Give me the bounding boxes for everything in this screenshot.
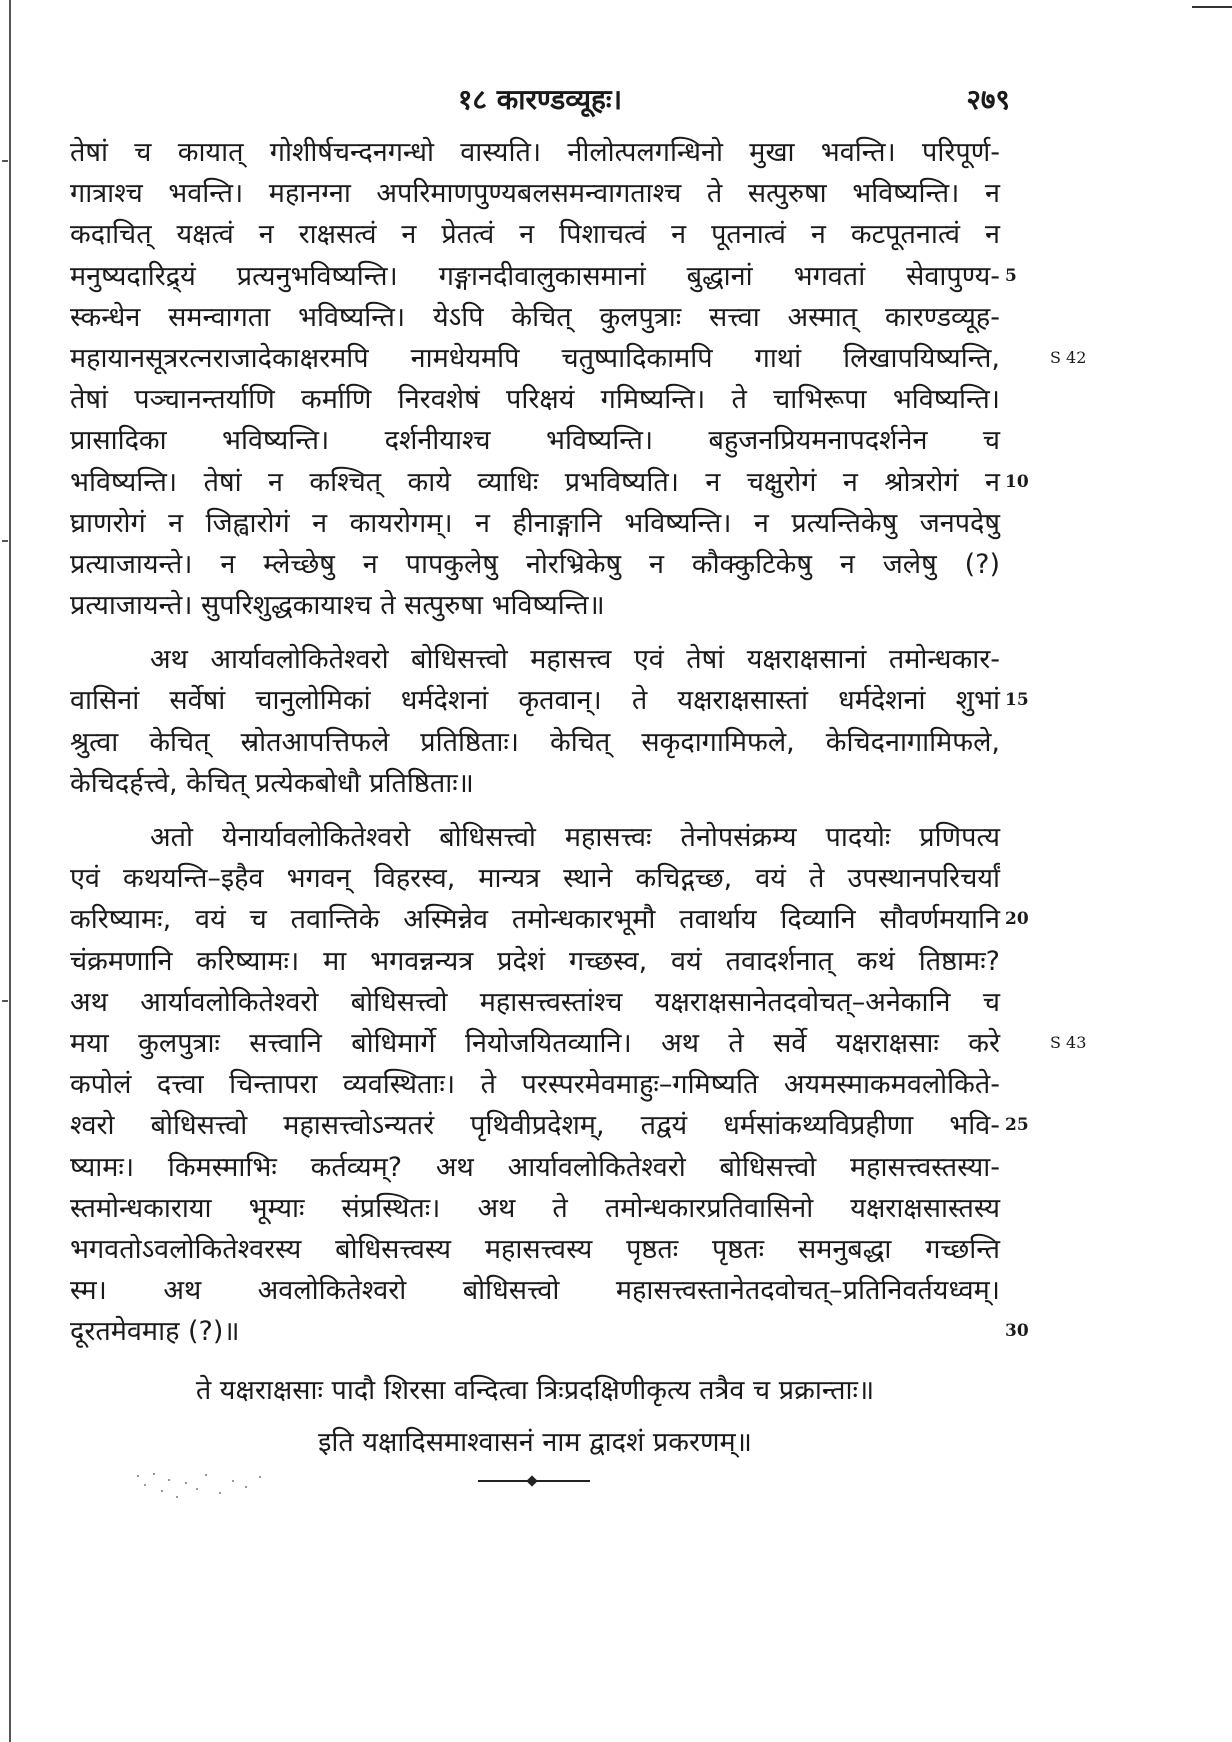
speck xyxy=(144,1484,146,1486)
line-text: भगवतोऽवलोकितेश्वरस्य बोधिसत्त्वस्य महासत्त्वस्य पृष्ठतः पृष्ठतः समनुबद्धा गच्छन्ति xyxy=(70,1233,1000,1265)
line-text: एवं कथयन्ति–इहैव भगवन् विहरस्व, मान्यत्र स्थाने कचिद्गच्छ, वयं ते उपस्थानपरिचर्यां xyxy=(70,863,1000,895)
speck xyxy=(219,1492,221,1494)
line-text: चंक्रमणानि करिष्यामः। मा भगवन्नन्यत्र प्रदेशं गच्छस्व, वयं तवादर्शनात् कथं तिष्ठामः? xyxy=(70,945,1000,977)
speck xyxy=(161,1490,163,1492)
edge-tick xyxy=(2,540,8,542)
speck xyxy=(168,1479,170,1481)
text-line xyxy=(70,462,1029,503)
corner-mark xyxy=(1192,0,1232,8)
paragraph-gap xyxy=(70,804,1000,817)
text-line xyxy=(70,1270,1000,1311)
line-text: गात्राश्च भवन्ति। महानग्ना अपरिमाणपुण्यबलसमन्वागताश्च ते सत्पुरुषा भविष्यन्ति। न xyxy=(70,178,1000,210)
chapter-colophon: इति यक्षादिसमाश्वासनं नाम द्वादशं प्रकरणम्॥ xyxy=(318,1427,752,1458)
text-line xyxy=(70,899,1029,940)
text-line xyxy=(70,420,1000,461)
line-text: प्रत्याजायन्ते। न म्लेच्छेषु न पापकुलेषु नोरभ्रिकेषु न कौक्कुटिकेषु न जलेषु (?) xyxy=(70,548,1000,580)
speck xyxy=(259,1476,261,1478)
speck xyxy=(176,1496,178,1498)
line-number: 25 xyxy=(1005,1115,1029,1136)
line-text: कदाचित् यक्षत्वं न राक्षसत्वं न प्रेतत्वं न पिशाचत्वं न पूतनात्वं न कटपूतनात्वं न xyxy=(70,219,1000,251)
line-text: महायानसूत्ररत्नराजादेकाक्षरमपि नामधेयमपि चतुष्पादिकामपि गाथां लिखापयिष्यन्ति, xyxy=(70,342,1000,374)
speck xyxy=(137,1475,139,1477)
text-line xyxy=(70,941,1000,982)
text-line xyxy=(70,297,1000,338)
line-text: वासिनां सर्वेषां चानुलोमिकां धर्मदेशनां कृतवान्। ते यक्षराक्षसास्तां धर्मदेशनां शुभां xyxy=(70,685,1000,717)
line-text: श्वरो बोधिसत्त्वो महासत्त्वोऽन्यतरं पृथिवीप्रदेशम्, तद्वयं धर्मसांकथ्यविप्रहीणा भवि- xyxy=(70,1110,1000,1142)
text-line xyxy=(70,214,1000,255)
page-header xyxy=(70,80,1010,120)
line-text: स्म। अथ अवलोकितेश्वरो बोधिसत्त्वो महासत्त्वस्तानेतदवोचत्–प्रतिनिवर्तयध्वम्। xyxy=(70,1275,1000,1307)
line-number: 10 xyxy=(1005,471,1029,492)
speck xyxy=(196,1488,198,1490)
line-text: अथ आर्यावलोकितेश्वरो बोधिसत्त्वो महासत्त्व एवं तेषां यक्षराक्षसानां तमोन्धकार- xyxy=(150,644,1000,676)
text-line xyxy=(70,132,1000,173)
line-text: प्रासादिका भविष्यन्ति। दर्शनीयाश्च भविष्यन्ति। बहुजनप्रियमनापदर्शनेन च xyxy=(70,425,1000,457)
line-text: दूरतमेवमाह (?)॥ xyxy=(70,1316,240,1348)
edge-tick xyxy=(2,1000,8,1002)
text-line xyxy=(70,1188,1000,1229)
line-text: कपोलं दत्त्वा चिन्तापरा व्यवस्थिताः। ते परस्परमेवमाहुः–गमिष्यति अयमस्माकमवलोकिते- xyxy=(70,1069,1000,1101)
text-line xyxy=(70,585,1000,626)
text-line xyxy=(70,379,1000,420)
line-text: मया कुलपुत्राः सत्त्वानि बोधिमार्गे नियोजयितव्यानि। अथ ते सर्वे यक्षराक्षसाः करे xyxy=(70,1027,1000,1059)
paragraph-gap xyxy=(70,626,1000,639)
section-reference: S 43 xyxy=(1050,1033,1087,1052)
text-line xyxy=(70,1023,1000,1064)
line-text: श्रुत्वा केचित् स्रोतआपत्तिफले प्रतिष्ठिताः। केचित् सकृदागामिफले, केचिदनागामिफले, xyxy=(70,726,1000,758)
page-title: १८ कारण्डव्यूहः। xyxy=(457,83,623,116)
text-line xyxy=(70,1147,1000,1188)
text-line xyxy=(70,1311,1029,1352)
section-reference: S 42 xyxy=(1050,348,1087,367)
speck xyxy=(153,1473,155,1475)
text-line xyxy=(70,1105,1029,1146)
text-line xyxy=(70,639,1000,680)
speck xyxy=(185,1482,187,1484)
page-number: २७९ xyxy=(966,83,1010,116)
line-number: 5 xyxy=(1005,265,1017,286)
line-number: 20 xyxy=(1005,909,1029,930)
line-text: स्कन्धेन समन्वागता भविष्यन्ति। येऽपि केचित् कुलपुत्राः सत्त्वा अस्मात् कारण्डव्यूह- xyxy=(70,301,1000,333)
binding-edge-line xyxy=(9,0,11,1742)
edge-tick xyxy=(2,160,8,162)
text-line xyxy=(70,1064,1000,1105)
speck xyxy=(232,1480,234,1482)
line-text: प्रत्याजायन्ते। सुपरिशुद्धकायाश्च ते सत्पुरुषा भविष्यन्ति॥ xyxy=(70,590,605,622)
text-line xyxy=(70,858,1000,899)
text-line xyxy=(70,817,1000,858)
text-line xyxy=(70,503,1000,544)
text-line xyxy=(70,680,1029,721)
text-line xyxy=(70,763,1000,804)
text-line xyxy=(70,722,1000,763)
line-text: अतो येनार्यावलोकितेश्वरो बोधिसत्त्वो महासत्त्वः तेनोपसंक्रम्य पादयोः प्रणिपत्य xyxy=(150,822,1000,853)
line-text: तेषां पञ्चानन्तर्याणि कर्माणि निरवशेषं परिक्षयं गमिष्यन्ति। ते चाभिरूपा भविष्यन्ति। xyxy=(70,384,1000,416)
line-number: 30 xyxy=(1005,1321,1029,1342)
speck xyxy=(205,1474,207,1476)
body-text xyxy=(70,132,1029,1352)
text-line xyxy=(70,1229,1000,1270)
text-line xyxy=(70,256,1017,297)
line-text: अथ आर्यावलोकितेश्वरो बोधिसत्त्वो महासत्त्वस्तांश्च यक्षराक्षसानेतदवोचत्–अनेकानि च xyxy=(70,986,1000,1018)
line-text: मनुष्यदारिद्र्यं प्रत्यनुभविष्यन्ति। गङ्गानदीवालुकासमानां बुद्धानां भगवतां सेवापुण्य- xyxy=(70,260,1000,292)
line-text: केचिदर्हत्त्वे, केचित् प्रत्येकबोधौ प्रतिष्ठिताः॥ xyxy=(70,767,474,799)
text-line xyxy=(70,544,1000,585)
line-text: ष्यामः। किमस्माभिः कर्तव्यम्? अथ आर्यावलोकितेश्वरो बोधिसत्त्वो महासत्त्वस्तस्या- xyxy=(70,1151,1000,1183)
line-text: भविष्यन्ति। तेषां न कश्चित् काये व्याधिः प्रभविष्यति। न चक्षुरोगं न श्रोत्ररोगं न xyxy=(70,466,1000,498)
print-specks xyxy=(135,1470,275,1510)
line-text: घ्राणरोगं न जिह्वारोगं न कायरोगम्। न हीनाङ्गानि भविष्यन्ति। न प्रत्यन्तिकेषु जनपदेषु xyxy=(70,507,1000,539)
text-line xyxy=(70,173,1000,214)
section-end-ornament xyxy=(478,1480,590,1482)
text-line xyxy=(70,338,1000,379)
line-number: 15 xyxy=(1005,690,1029,711)
line-text: करिष्यामः, वयं च तवान्तिके अस्मिन्नेव तमोन्धकारभूमौ तवार्थाय दिव्यानि सौवर्णमयानि xyxy=(70,904,1000,936)
speck xyxy=(245,1486,247,1488)
line-text: तेषां च कायात् गोशीर्षचन्दनगन्धो वास्यति। नीलोत्पलगन्धिनो मुखा भवन्ति। परिपूर्ण- xyxy=(70,137,1000,168)
text-line xyxy=(70,982,1000,1023)
closing-verse: ते यक्षराक्षसाः पादौ शिरसा वन्दित्वा त्रिःप्रदक्षिणीकृत्य तत्रैव च प्रक्रान्ताः॥ xyxy=(195,1375,875,1406)
line-text: स्तमोन्धकाराया भूम्याः संप्रस्थितः। अथ ते तमोन्धकारप्रतिवासिनो यक्षराक्षसास्तस्य xyxy=(70,1192,1000,1224)
